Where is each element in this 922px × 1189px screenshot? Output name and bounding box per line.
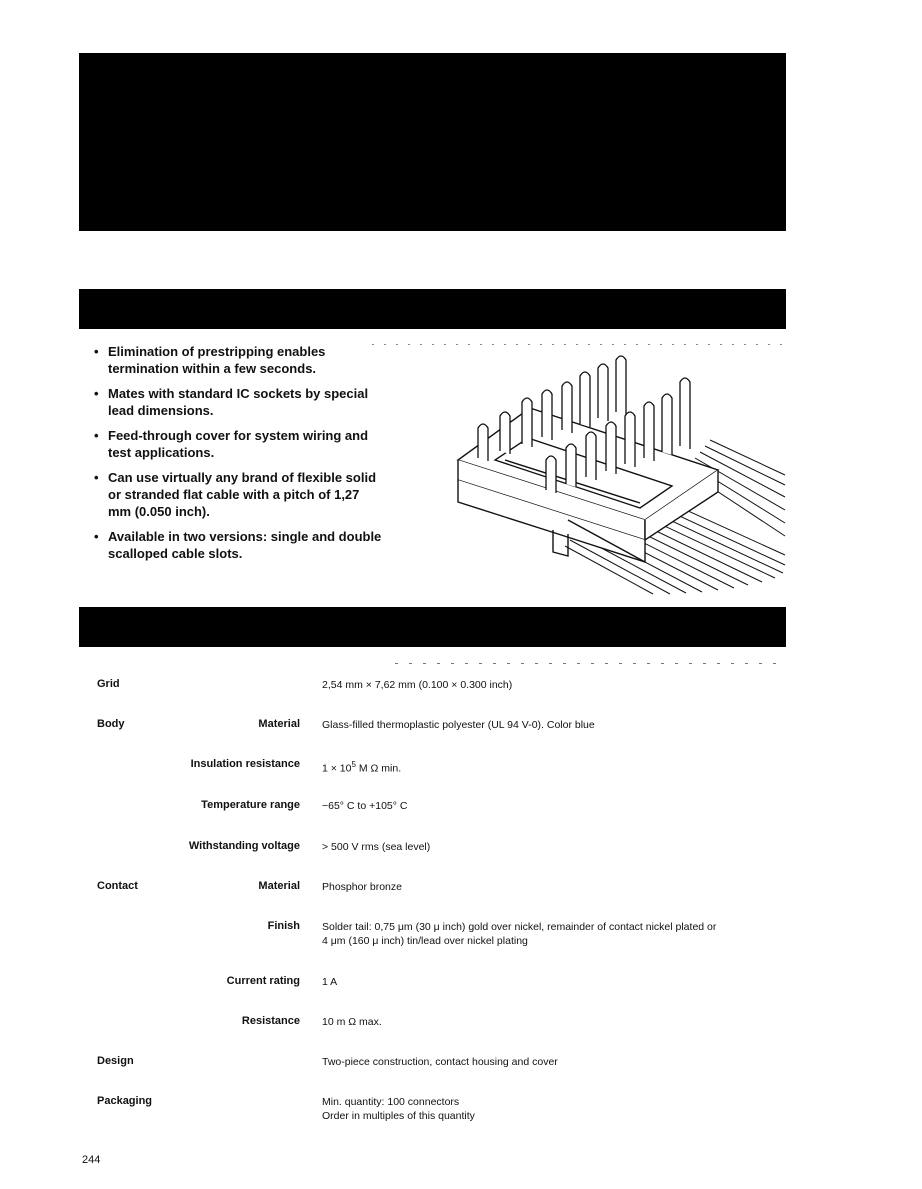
spec-category-label: Packaging	[97, 1095, 153, 1107]
spec-value: Phosphor bronze	[322, 881, 402, 893]
bullet-icon: •	[94, 428, 99, 443]
spec-value: −65° C to +105° C	[322, 800, 408, 812]
bullet-icon: •	[94, 344, 99, 359]
bullet-icon: •	[94, 529, 99, 544]
spec-value: 2,54 mm × 7,62 mm (0.100 × 0.300 inch)	[322, 679, 513, 691]
feature-item: • Feed-through cover for system wiring and test applications.	[94, 428, 369, 460]
spec-property-label: Resistance	[241, 1015, 300, 1027]
spec-property-label: Finish	[267, 920, 300, 932]
spec-value: Two-piece construction, contact housing and cover	[322, 1056, 558, 1068]
spec-property-label: Material	[258, 880, 300, 892]
scan-artifact	[372, 344, 782, 345]
spec-category-label: Body	[97, 718, 125, 730]
spec-category-label: Grid	[97, 678, 120, 690]
spec-property-label: Material	[258, 718, 300, 730]
spec-property-label: Withstanding voltage	[188, 840, 300, 852]
bullet-icon: •	[94, 470, 99, 485]
spec-property-label: Temperature range	[201, 799, 300, 811]
feature-list	[94, 343, 384, 570]
spec-value: Solder tail: 0,75 μm (30 μ inch) gold over nickel, remainder of contact nickel plated or 4 μm (160 μ inch) tin/lead over nickel plating	[322, 921, 717, 947]
spec-category-label: Contact	[97, 880, 138, 892]
header-black-banner	[79, 53, 786, 231]
feature-item: • Available in two versions: single and double scalloped cable slots.	[94, 529, 382, 561]
spec-property-label: Current rating	[226, 975, 300, 987]
features-section-bar	[79, 289, 786, 329]
scan-artifact	[395, 663, 785, 664]
spec-value: > 500 V rms (sea level)	[322, 841, 431, 853]
page-number: 244	[82, 1154, 101, 1166]
spec-value: 1 A	[322, 976, 338, 988]
feature-item: • Mates with standard IC sockets by special lead dimensions.	[94, 386, 369, 418]
spec-property-label: Insulation resistance	[190, 758, 300, 770]
feature-item: • Can use virtually any brand of flexible solid or stranded flat cable with a pitch of 1,27 mm (0.050 inch).	[94, 470, 377, 519]
spec-value: Glass-filled thermoplastic polyester (UL 94 V-0). Color blue	[322, 719, 595, 731]
spec-value: 10 m Ω max.	[322, 1016, 382, 1028]
bullet-icon: •	[94, 386, 99, 401]
spec-category-label: Design	[97, 1055, 134, 1067]
spec-value: Min. quantity: 100 connectors Order in multiples of this quantity	[322, 1096, 475, 1122]
specifications-section-bar	[79, 607, 786, 647]
feature-item: • Elimination of prestripping enables termination within a few seconds.	[94, 344, 326, 376]
connector-illustration	[450, 340, 790, 595]
spec-value: $1 \times 10^5$ M Ω min.	[322, 760, 402, 775]
